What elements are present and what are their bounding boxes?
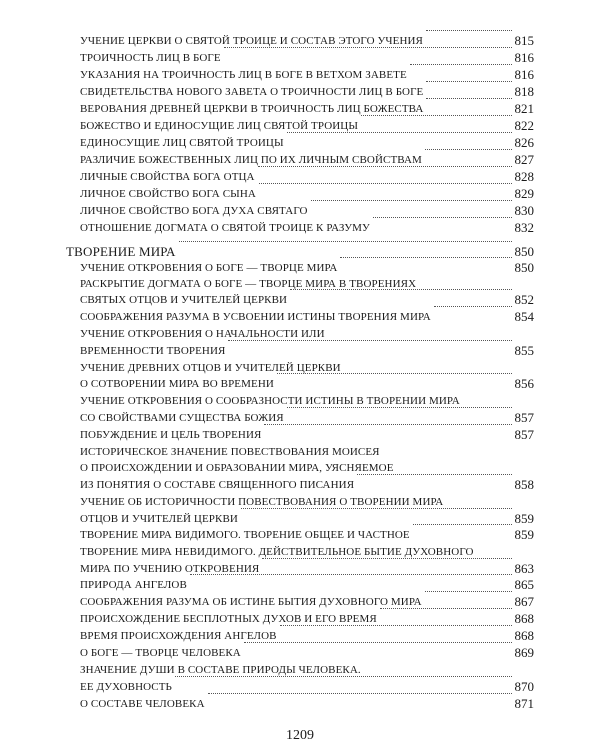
toc-page-number: 832 — [514, 220, 534, 235]
dot-leader — [241, 508, 512, 509]
dot-leader — [179, 241, 512, 242]
toc-entry-title: ТВОРЕНИЕ МИРА ВИДИМОГО. ТВОРЕНИЕ ОБЩЕЕ И ЧАСТНОЕ — [80, 529, 410, 541]
toc-entry-title: О СОСТАВЕ ЧЕЛОВЕКА — [80, 698, 205, 710]
toc-page-number: 821 — [514, 101, 534, 116]
toc-entry-title: ЕЕ ДУХОВНОСТЬ — [80, 681, 172, 693]
dot-leader — [425, 149, 512, 150]
toc-entry-title: ЗНАЧЕНИЕ ДУШИ В СОСТАВЕ ПРИРОДЫ ЧЕЛОВЕКА. — [80, 664, 361, 676]
toc-entry-title: ИСТОРИЧЕСКОЕ ЗНАЧЕНИЕ ПОВЕСТВОВАНИЯ МОИСЕЯ — [80, 446, 380, 458]
dot-leader — [340, 257, 512, 258]
dot-leader — [287, 407, 512, 408]
toc-entry-title: СВЯТЫХ ОТЦОВ И УЧИТЕЛЕЙ ЦЕРКВИ — [80, 294, 288, 306]
toc-entry-title: ТРОИЧНОСТЬ ЛИЦ В БОГЕ — [80, 52, 221, 64]
toc-page-number: 822 — [514, 118, 534, 133]
toc-page-number: 858 — [514, 477, 534, 492]
toc-page-number: 863 — [514, 561, 534, 576]
toc-page-number: 830 — [514, 203, 534, 218]
toc-page-number: 827 — [514, 152, 534, 167]
toc-entry-title: О ПРОИСХОЖДЕНИИ И ОБРАЗОВАНИИ МИРА, УЯСНЯЕМОЕ — [80, 462, 394, 474]
dot-leader — [228, 340, 512, 341]
toc-page-number: 867 — [514, 594, 534, 609]
toc-entry-title: СВИДЕТЕЛЬСТВА НОВОГО ЗАВЕТА О ТРОИЧНОСТИ ЛИЦ В БОГЕ — [80, 86, 424, 98]
dot-leader — [311, 200, 512, 201]
toc-page-number: 852 — [514, 292, 534, 307]
dot-leader — [208, 693, 512, 694]
dot-leader — [434, 306, 512, 307]
toc-page-number: 857 — [514, 410, 534, 425]
dot-leader — [264, 424, 512, 425]
toc-entry-title: ТВОРЕНИЕ МИРА НЕВИДИМОГО. ДЕЙСТВИТЕЛЬНОЕ БЫТИЕ ДУХОВНОГО — [80, 546, 474, 558]
dot-leader — [244, 642, 512, 643]
toc-page-number: 815 — [514, 33, 534, 48]
toc-entry-title: УКАЗАНИЯ НА ТРОИЧНОСТЬ ЛИЦ В БОГЕ В ВЕТХОМ ЗАВЕТЕ — [80, 69, 407, 81]
toc-entry-title: МИРА ПО УЧЕНИЮ ОТКРОВЕНИЯ — [80, 563, 260, 575]
dot-leader — [287, 132, 512, 133]
toc-page-number: 865 — [514, 577, 534, 592]
toc-page-number: 828 — [514, 169, 534, 184]
toc-entry-title: БОЖЕСТВО И ЕДИНОСУЩИЕ ЛИЦ СВЯТОЙ ТРОИЦЫ — [80, 120, 359, 132]
toc-entry-title: ВЕРОВАНИЯ ДРЕВНЕЙ ЦЕРКВИ В ТРОИЧНОСТЬ ЛИЦ БОЖЕСТВА — [80, 103, 424, 115]
dot-leader — [425, 591, 512, 592]
dot-leader — [413, 524, 512, 525]
toc-page-number: 826 — [514, 135, 534, 150]
toc-page-number: 868 — [514, 611, 534, 626]
toc-entry-title: ПОБУЖДЕНИЕ И ЦЕЛЬ ТВОРЕНИЯ — [80, 429, 262, 441]
toc-page-number: 850 — [514, 260, 534, 275]
toc-entry-title: ЛИЧНОЕ СВОЙСТВО БОГА СЫНА — [80, 188, 256, 200]
dot-leader — [224, 47, 512, 48]
toc-entry-title: О БОГЕ — ТВОРЦЕ ЧЕЛОВЕКА — [80, 647, 241, 659]
toc-entry-title: ОТНОШЕНИЕ ДОГМАТА О СВЯТОЙ ТРОИЦЕ К РАЗУМУ — [80, 222, 370, 234]
dot-leader — [426, 98, 512, 99]
toc-entry-title: ОТЦОВ И УЧИТЕЛЕЙ ЦЕРКВИ — [80, 513, 238, 525]
toc-entry-title: СООБРАЖЕНИЯ РАЗУМА ОБ ИСТИНЕ БЫТИЯ ДУХОВНОГО МИРА — [80, 596, 422, 608]
dot-leader — [410, 64, 512, 65]
toc-page-number: 859 — [514, 527, 534, 542]
toc-page-number: 829 — [514, 186, 534, 201]
dot-leader — [361, 115, 512, 116]
toc-entry-title: ИЗ ПОНЯТИЯ О СОСТАВЕ СВЯЩЕННОГО ПИСАНИЯ — [80, 479, 355, 491]
toc-page-number: 870 — [514, 679, 534, 694]
dot-leader — [258, 166, 512, 167]
toc-page-number: 859 — [514, 511, 534, 526]
toc-entry-title: РАЗЛИЧИЕ БОЖЕСТВЕННЫХ ЛИЦ ПО ИХ ЛИЧНЫМ СВОЙСТВАМ — [80, 154, 422, 166]
toc-entry-title: ЛИЧНОЕ СВОЙСТВО БОГА ДУХА СВЯТАГО — [80, 205, 308, 217]
toc-page-number: 818 — [514, 84, 534, 99]
toc-entry-title: УЧЕНИЕ ОТКРОВЕНИЯ О СООБРАЗНОСТИ ИСТИНЫ В ТВОРЕНИИ МИРА — [80, 395, 460, 407]
page-number: 1209 — [286, 728, 314, 743]
toc-page-number: 857 — [514, 427, 534, 442]
toc-entry-title: РАСКРЫТИЕ ДОГМАТА О БОГЕ — ТВОРЦЕ МИРА В ТВОРЕНИЯХ — [80, 278, 417, 290]
dot-leader — [175, 676, 512, 677]
toc-page-number: 856 — [514, 376, 534, 391]
dot-leader — [426, 30, 512, 31]
toc-page-number: 868 — [514, 628, 534, 643]
toc-entry-title: ВРЕМЯ ПРОИСХОЖДЕНИЯ АНГЕЛОВ — [80, 630, 277, 642]
toc-entry-title: СО СВОЙСТВАМИ СУЩЕСТВА БОЖИЯ — [80, 412, 284, 424]
toc-entry-title: СООБРАЖЕНИЯ РАЗУМА В УСВОЕНИИ ИСТИНЫ ТВОРЕНИЯ МИРА — [80, 311, 431, 323]
dot-leader — [290, 289, 512, 290]
dot-leader — [373, 217, 512, 218]
dot-leader — [426, 81, 512, 82]
dot-leader — [277, 373, 512, 374]
dot-leader — [259, 183, 512, 184]
toc-entry-title: О СОТВОРЕНИИ МИРА ВО ВРЕМЕНИ — [80, 378, 274, 390]
toc-entry-title: УЧЕНИЕ ЦЕРКВИ О СВЯТОЙ ТРОИЦЕ И СОСТАВ ЭТОГО УЧЕНИЯ — [80, 35, 423, 47]
toc-page-number: 816 — [514, 50, 534, 65]
dot-leader — [190, 574, 512, 575]
toc-entry-title: ЛИЧНЫЕ СВОЙСТВА БОГА ОТЦА — [80, 171, 255, 183]
toc-entry-title: ЕДИНОСУЩИЕ ЛИЦ СВЯТОЙ ТРОИЦЫ — [80, 137, 284, 149]
toc-page-number: 871 — [514, 696, 534, 711]
toc-entry-title: ПРОИСХОЖДЕНИЕ БЕСПЛОТНЫХ ДУХОВ И ЕГО ВРЕМЯ — [80, 613, 377, 625]
dot-leader — [380, 608, 512, 609]
toc-entry-title: УЧЕНИЕ ОТКРОВЕНИЯ О БОГЕ — ТВОРЦЕ МИРА — [80, 262, 338, 274]
toc-page-number: 850 — [514, 244, 534, 259]
toc-page-number: 855 — [514, 343, 534, 358]
dot-leader — [357, 474, 512, 475]
toc-page-number: 854 — [514, 309, 534, 324]
toc-page-number: 869 — [514, 645, 534, 660]
toc-entry-title: УЧЕНИЕ ОТКРОВЕНИЯ О НАЧАЛЬНОСТИ ИЛИ — [80, 328, 325, 340]
toc-entry-title: ТВОРЕНИЕ МИРА — [66, 244, 176, 259]
dot-leader — [280, 625, 512, 626]
toc-entry-title: УЧЕНИЕ ДРЕВНИХ ОТЦОВ И УЧИТЕЛЕЙ ЦЕРКВИ — [80, 362, 341, 374]
dot-leader — [262, 558, 512, 559]
toc-entry-title: ВРЕМЕННОСТИ ТВОРЕНИЯ — [80, 345, 226, 357]
toc-entry-title: УЧЕНИЕ ОБ ИСТОРИЧНОСТИ ПОВЕСТВОВАНИЯ О ТВОРЕНИИ МИРА — [80, 496, 444, 508]
toc-page-number: 816 — [514, 67, 534, 82]
toc-entry-title: ПРИРОДА АНГЕЛОВ — [80, 579, 187, 591]
